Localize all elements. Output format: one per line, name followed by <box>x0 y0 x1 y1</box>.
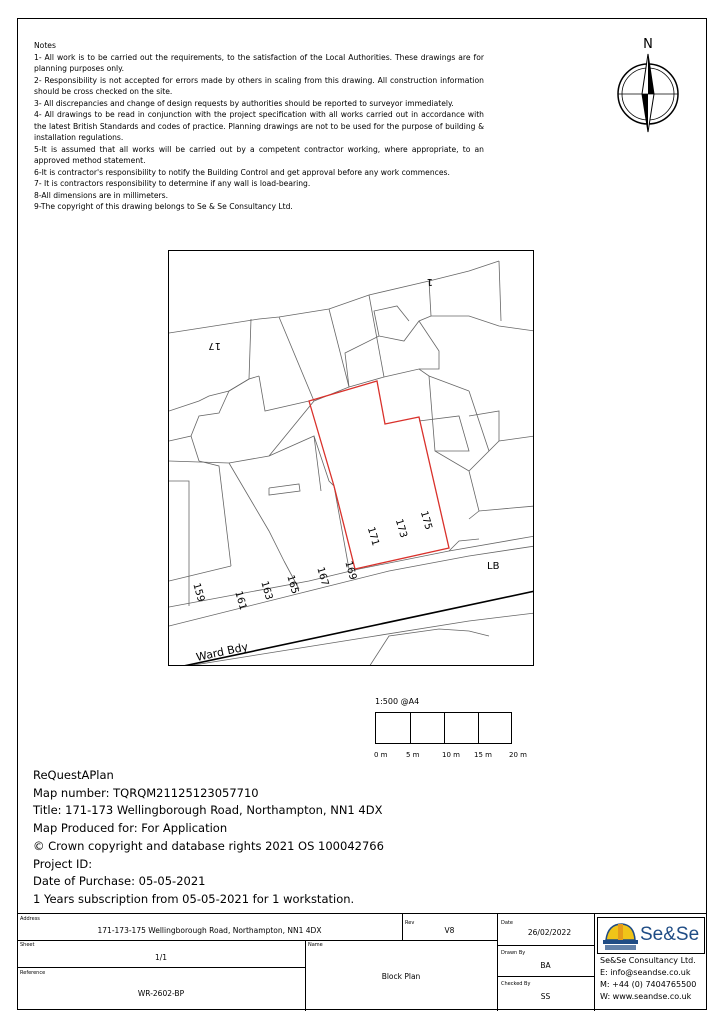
north-label: N <box>643 37 653 52</box>
north-arrow <box>608 36 692 136</box>
info-line-title: Title: 171-173 Wellingborough Road, Northampton, NN1 4DX <box>33 803 383 818</box>
scale-tick-label: 5 m <box>406 751 420 759</box>
address-caption: Address <box>20 916 40 922</box>
info-line-project-id: Project ID: <box>33 856 93 871</box>
rev-caption: Rev <box>405 920 415 926</box>
note-item: 1- All work is to be carried out the requirements, to the satisfaction of the Local Authorities. These drawings are for planning purposes only. <box>34 52 484 73</box>
label-house-17: 17 <box>208 340 221 351</box>
label-house-159: 159 <box>190 581 207 604</box>
scale-tick <box>410 713 411 743</box>
tb-divider <box>497 976 594 977</box>
north-arrow-icon <box>608 36 692 136</box>
scale-tick-label: 15 m <box>474 751 492 759</box>
sheet-caption: Sheet <box>20 942 35 948</box>
info-line-map-number: Map number: TQRQM21125123057710 <box>33 785 259 800</box>
label-house-173: 173 <box>392 517 409 540</box>
scale-tick-label: 0 m <box>374 751 388 759</box>
company-logo <box>597 917 705 954</box>
tb-divider <box>17 967 305 968</box>
label-house-165: 165 <box>284 573 301 596</box>
info-line-copyright: © Crown copyright and database rights 2021 OS 100042766 <box>33 838 384 853</box>
company-email: E: info@seandse.co.uk <box>600 968 691 977</box>
checked-by-caption: Checked By <box>501 981 531 987</box>
block-plan-map <box>168 250 534 666</box>
sheet-value: 1/1 <box>154 953 168 962</box>
reference-caption: Reference <box>20 970 46 976</box>
label-house-161: 161 <box>232 589 249 612</box>
company-brand: Se&Se <box>640 924 700 945</box>
info-line-subscription: 1 Years subscription from 05-05-2021 for 1 workstation. <box>33 891 355 906</box>
note-item: 3- All discrepancies and change of design requests by authorities should be reported to surveyor immediately. <box>34 98 454 108</box>
scale-tick <box>444 713 445 743</box>
notes-heading: Notes <box>34 41 56 50</box>
drawn-by-value: BA <box>540 961 551 970</box>
label-road-ward-bdy: Ward Bdy <box>194 640 250 664</box>
note-item: 5-It is assumed that all works will be carried out by a competent contractor working, where appropriate, to an approved method statement. <box>34 144 484 165</box>
tb-divider <box>497 945 594 946</box>
scale-tick-label: 10 m <box>442 751 460 759</box>
label-house-171: 171 <box>364 525 381 548</box>
drawn-by-caption: Drawn By <box>501 950 526 956</box>
map-info <box>33 767 384 909</box>
notes-block <box>34 40 484 213</box>
hard-hat-icon <box>600 918 640 953</box>
name-value: Block Plan <box>381 972 421 981</box>
tb-divider <box>17 940 497 941</box>
scale-bar <box>370 694 540 766</box>
reference-value: WR-2602-BP <box>137 989 185 998</box>
label-house-167: 167 <box>314 565 331 588</box>
note-item: 2- Responsibility is not accepted for errors made by others in scaling from this drawing. All construction information should be cross checked on the site. <box>34 75 484 96</box>
label-house-175: 175 <box>417 509 434 532</box>
address-value: 171-173-175 Wellingborough Road, Northampton, NN1 4DX <box>97 926 322 935</box>
map-canvas <box>169 251 534 666</box>
note-item: 4- All drawings to be read in conjunction with the project specification with all works carried out in accordance with the latest British Standards and codes of practice. Planning drawings are not to be used for the purpose of building & installation regulations. <box>34 110 484 142</box>
label-house-169: 169 <box>342 559 359 582</box>
label-house-163: 163 <box>258 579 275 602</box>
scale-tick <box>478 713 479 743</box>
note-item: 6-It is contractor's responsibility to notify the Building Control and get approval before any work commences. <box>34 167 450 177</box>
scale-tick-label: 20 m <box>509 751 527 759</box>
note-item: 8-All dimensions are in millimeters. <box>34 190 169 200</box>
checked-by-value: SS <box>540 992 551 1001</box>
company-contact <box>600 955 696 1003</box>
company-website: W: www.seandse.co.uk <box>600 992 692 1001</box>
company-phone: M: +44 (0) 7404765500 <box>600 980 697 989</box>
label-lb: LB <box>487 561 500 572</box>
name-caption: Name <box>308 942 323 948</box>
note-item: 7- It is contractors responsibility to determine if any wall is load-bearing. <box>34 179 311 188</box>
date-value: 26/02/2022 <box>527 928 572 937</box>
scale-label: 1:500 @A4 <box>375 697 420 706</box>
company-name: Se&Se Consultancy Ltd. <box>600 956 696 965</box>
scale-bar-graphic <box>375 712 512 744</box>
label-house-1: 1 <box>426 276 433 287</box>
title-block <box>17 913 707 1011</box>
note-item: 9-The copyright of this drawing belongs to Se & Se Consultancy Ltd. <box>34 202 293 211</box>
info-line-provider: ReQuestAPlan <box>33 768 114 782</box>
date-caption: Date <box>501 920 513 926</box>
info-line-date: Date of Purchase: 05-05-2021 <box>33 874 206 889</box>
info-line-produced-for: Map Produced for: For Application <box>33 821 228 836</box>
rev-value: V8 <box>444 926 455 935</box>
